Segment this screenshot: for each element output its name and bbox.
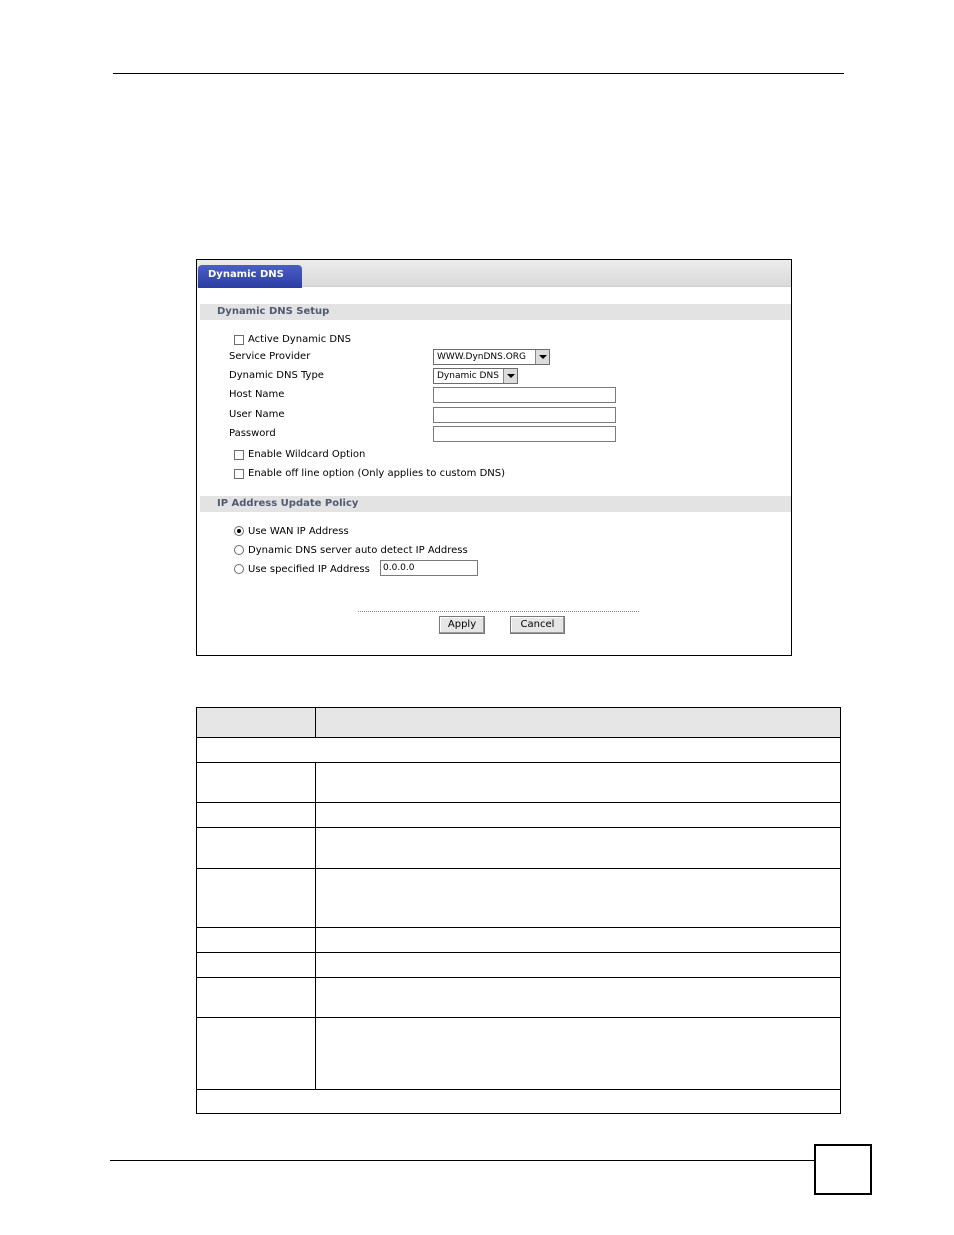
footer-rule: [110, 1160, 814, 1161]
chevron-down-icon: [535, 350, 549, 364]
ddns-type-label: Dynamic DNS Type: [229, 370, 324, 381]
dynamic-dns-screen: [196, 259, 792, 656]
table-header-row: [197, 708, 840, 737]
table-row: [197, 868, 840, 927]
use-wan-ip-label: Use WAN IP Address: [248, 526, 349, 537]
password-label: Password: [229, 428, 276, 439]
ddns-type-value: Dynamic DNS: [437, 371, 499, 381]
table-row: [197, 1089, 840, 1113]
user-name-label: User Name: [229, 409, 285, 420]
section-dynamic-dns-setup: Dynamic DNS Setup: [200, 304, 791, 320]
wildcard-label: Enable Wildcard Option: [248, 449, 366, 460]
page-number-box: [814, 1144, 872, 1195]
offline-label: Enable off line option (Only applies to custom DNS): [248, 468, 506, 479]
table-row: [197, 827, 840, 868]
auto-detect-ip-radio[interactable]: [234, 545, 244, 555]
host-name-label: Host Name: [229, 389, 285, 400]
table-header-cell: [197, 708, 316, 737]
table-row: [197, 977, 840, 1017]
use-wan-ip-radio[interactable]: [234, 526, 244, 536]
table-row: [197, 952, 840, 977]
table-row: [197, 927, 840, 952]
host-name-input[interactable]: [433, 387, 616, 403]
divider: [358, 611, 639, 612]
service-provider-select[interactable]: [433, 349, 550, 365]
specified-ip-radio[interactable]: [234, 564, 244, 574]
ddns-type-select[interactable]: [433, 368, 518, 384]
offline-checkbox[interactable]: [234, 469, 244, 479]
chevron-down-icon: [503, 369, 517, 383]
table-header-cell: [316, 708, 840, 737]
header-rule: [113, 73, 844, 74]
tab-dynamic-dns[interactable]: Dynamic DNS: [198, 265, 302, 288]
cancel-button[interactable]: Cancel: [510, 616, 565, 634]
specified-ip-input[interactable]: 0.0.0.0: [380, 560, 478, 576]
user-name-input[interactable]: [433, 407, 616, 423]
password-input[interactable]: [433, 426, 616, 442]
table-row: [197, 802, 840, 827]
wildcard-checkbox[interactable]: [234, 450, 244, 460]
table-row: [197, 1017, 840, 1089]
service-provider-label: Service Provider: [229, 351, 311, 362]
apply-button[interactable]: Apply: [439, 616, 485, 634]
field-description-table: [196, 707, 841, 1114]
table-row: [197, 737, 840, 762]
service-provider-value: WWW.DynDNS.ORG: [437, 352, 527, 362]
active-dynamic-dns-checkbox[interactable]: [234, 335, 244, 345]
auto-detect-ip-label: Dynamic DNS server auto detect IP Address: [248, 545, 468, 556]
tab-bar: [197, 260, 791, 287]
table-row: [197, 762, 840, 802]
active-dynamic-dns-label: Active Dynamic DNS: [248, 334, 351, 345]
section-ip-update-policy: IP Address Update Policy: [200, 496, 791, 512]
specified-ip-label: Use specified IP Address: [248, 564, 370, 575]
